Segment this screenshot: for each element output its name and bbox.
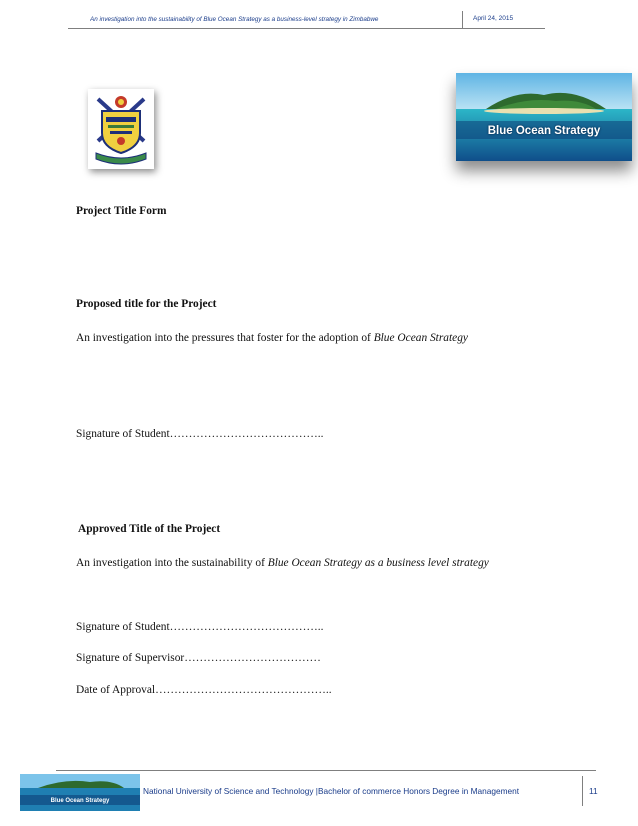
- student-signature-line-2: Signature of Student…………………………………..: [76, 621, 324, 633]
- footer-rule: [56, 770, 596, 771]
- form-title: Project Title Form: [76, 205, 167, 217]
- header-date-box: [462, 11, 545, 29]
- approved-title-heading: Approved Title of the Project: [78, 523, 221, 535]
- blue-ocean-banner-image: [456, 73, 632, 161]
- footer-text: [143, 786, 519, 796]
- footer-island-icon: [20, 774, 140, 811]
- header-date: April 24, 2015: [473, 15, 514, 22]
- header-rule: [68, 28, 462, 29]
- running-header-title: An investigation into the sustainability of Blue Ocean Strategy as a business-level strategy in Zimbabwe: [90, 16, 379, 23]
- banner-label: Blue Ocean Strategy: [487, 125, 601, 137]
- footer-banner-label: Blue Ocean Strategy: [50, 798, 110, 804]
- supervisor-signature-line: Signature of Supervisor………………………………: [76, 652, 321, 664]
- proposed-title-prefix: An investigation into the pressures that foster for the adoption of: [76, 332, 374, 344]
- page-number: 11: [589, 786, 598, 796]
- footer-institution: National University of Science and Technology |: [143, 786, 318, 796]
- proposed-title-heading: Proposed title for the Project: [76, 298, 217, 310]
- island-ocean-icon: [456, 73, 632, 161]
- approved-title-italic: Blue Ocean Strategy as a business level strategy: [267, 557, 489, 569]
- footer-divider: [582, 776, 583, 806]
- university-crest-image: [88, 89, 154, 169]
- approved-title-text: [76, 557, 489, 569]
- student-signature-line-1: Signature of Student…………………………………..: [76, 428, 324, 440]
- approved-title-prefix: An investigation into the sustainability of: [76, 557, 268, 569]
- date-of-approval-line: Date of Approval………………………………………..: [76, 684, 332, 696]
- proposed-title-italic: Blue Ocean Strategy: [373, 332, 468, 344]
- footer-degree: Bachelor of commerce Honors Degree in Management: [317, 786, 520, 796]
- footer-banner-image: [20, 774, 140, 811]
- crest-icon: [88, 89, 154, 169]
- proposed-title-text: [76, 332, 468, 344]
